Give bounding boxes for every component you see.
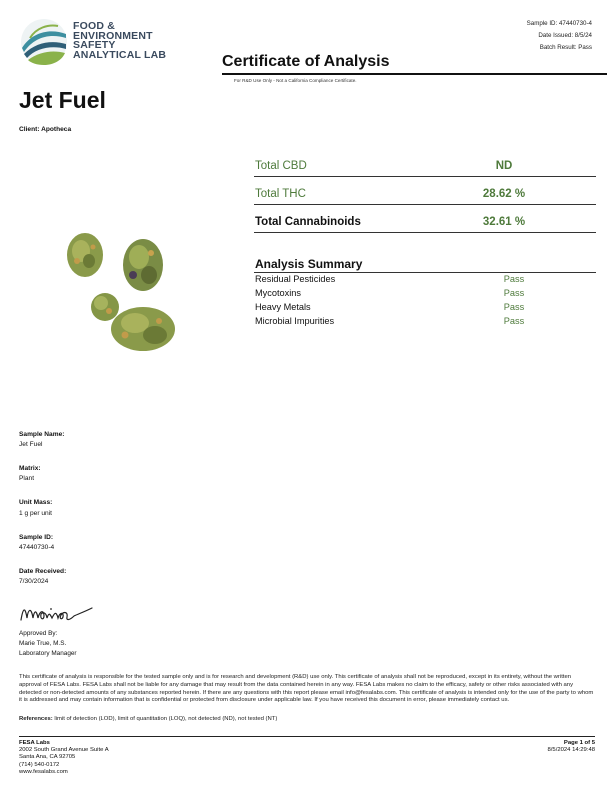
summary-label: Microbial Impurities: [255, 316, 335, 326]
logo-line: FOOD &: [73, 20, 116, 32]
summary-label: Residual Pesticides: [255, 274, 336, 284]
total-label: Total CBD: [255, 160, 307, 172]
summary-result: Pass: [503, 302, 525, 312]
approver-name: Marie True, M.S.: [19, 640, 67, 647]
report-timestamp: 8/5/2024 14:29:48: [547, 747, 595, 754]
date-issued: Date Issued: 8/5/24: [538, 32, 592, 39]
title-divider: [222, 73, 607, 75]
sample-id-label: Sample ID:: [19, 534, 54, 541]
date-received-value: 7/30/2024: [19, 578, 49, 585]
footer-address: [19, 740, 109, 776]
page-title: Certificate of Analysis: [222, 53, 390, 70]
address-line-1: 2002 South Grand Avenue Suite A: [19, 747, 109, 754]
matrix-label: Matrix:: [19, 465, 41, 472]
logo-line: ANALYTICAL LAB: [73, 48, 167, 61]
references: [19, 716, 277, 722]
row-divider: [254, 204, 596, 205]
total-value: 28.62 %: [482, 188, 526, 200]
approval-block: [19, 629, 77, 659]
summary-row: [255, 287, 595, 301]
references-label: References:: [19, 716, 53, 722]
summary-result: Pass: [503, 316, 525, 326]
logo-line: SAFETY: [73, 39, 116, 52]
disclaimer: For R&D Use Only - Not a California Compliance Certificate.: [234, 78, 357, 83]
summary-row: [255, 273, 595, 287]
footer-divider: [19, 736, 595, 737]
row-divider: [254, 176, 596, 177]
summary-label: Mycotoxins: [255, 288, 301, 298]
footer-page-info: [548, 740, 596, 754]
client-name: Client: Apotheca: [19, 126, 72, 133]
address-line-2: Santa Ana, CA 92705: [19, 754, 76, 761]
sample-id-header: Sample ID: 47440730-4: [526, 20, 592, 27]
summary-result: Pass: [503, 274, 525, 284]
approved-by-label: Approved By:: [19, 630, 58, 637]
unit-mass-value: 1 g per unit: [19, 510, 52, 517]
total-value: 32.61 %: [482, 216, 526, 228]
logo-text: [73, 22, 166, 60]
signature-image: [18, 598, 96, 626]
sample-name-value: Jet Fuel: [19, 441, 43, 448]
summary-label: Heavy Metals: [255, 302, 311, 312]
product-image: [55, 225, 195, 365]
sample-name-label: Sample Name:: [19, 431, 65, 438]
batch-result: Batch Result: Pass: [539, 44, 592, 51]
sample-id-value: 47440730-4: [19, 544, 55, 551]
total-cbd-row: [254, 157, 596, 177]
unit-mass-label: Unit Mass:: [19, 499, 53, 506]
total-thc-row: [254, 185, 596, 205]
page-number: Page 1 of 5: [563, 740, 595, 746]
summary-row: [255, 315, 595, 329]
product-name: Jet Fuel: [19, 87, 106, 113]
references-text: limit of detection (LOD), limit of quantitation (LOQ), not detected (ND), not tested (NT): [52, 716, 278, 722]
lab-name: FESA Labs: [19, 740, 50, 746]
header-meta: [527, 18, 592, 54]
phone: (714) 540-0172: [19, 761, 60, 768]
row-divider: [254, 232, 596, 233]
total-label: Total THC: [255, 188, 306, 200]
summary-result: Pass: [503, 288, 525, 298]
legal-disclaimer: This certificate of analysis is responsible for the tested sample only and is for research and development (R&D) use only. This certificate of analysis shall not be reproduced, except in its entirety, without the written approval of FESA Labs. FESA Labs shall not be liable for any damage that may result from the data contained herein in any way. FESA Labs makes no claim to the efficacy, safety or other risks associated with any detected or non-detected amounts of any substances reported herein. If there are any questions with this report please email info@fesalabs.com. This certificate of analysis is intended only for the use of the party to whom it is addressed and may contain information that is confidential or protected from disclosure under applicable law. If you have received this document in error, please immediately contact us.: [19, 674, 594, 704]
total-label: Total Cannabinoids: [255, 216, 361, 228]
approver-role: Laboratory Manager: [19, 650, 77, 657]
website: www.fesalabs.com: [19, 768, 68, 775]
matrix-value: Plant: [19, 475, 35, 482]
summary-row: [255, 301, 595, 315]
total-value: ND: [495, 160, 513, 172]
total-cannabinoids-row: [254, 213, 596, 233]
logo-line: ENVIRONMENT: [73, 29, 153, 42]
analysis-summary-title: Analysis Summary: [255, 257, 363, 271]
date-received-label: Date Received:: [19, 568, 67, 575]
